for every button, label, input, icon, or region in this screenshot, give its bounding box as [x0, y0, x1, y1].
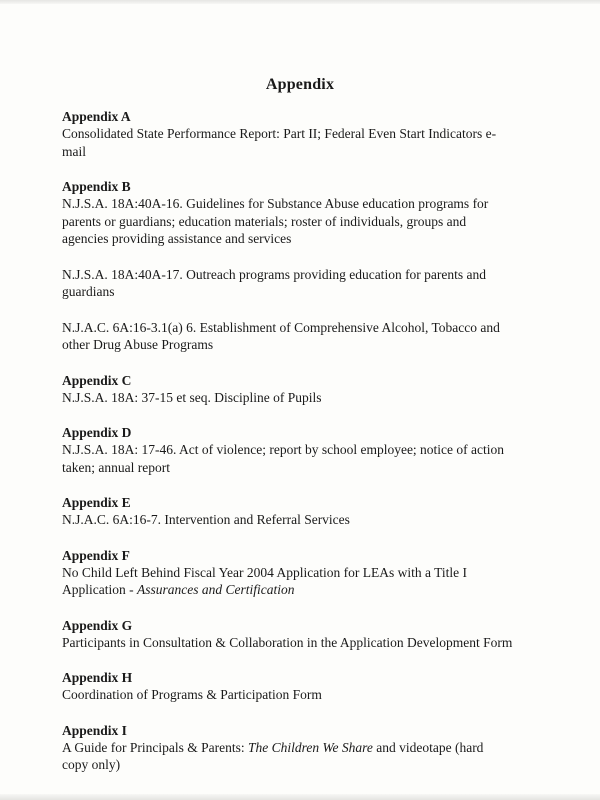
appendix-f-line	[62, 581, 542, 599]
scan-edge-bottom	[0, 794, 600, 800]
appendix-i-line: copy only)	[62, 757, 121, 772]
appendix-h-line: Coordination of Programs & Participation Form	[62, 687, 322, 702]
appendix-b-section	[62, 178, 542, 248]
appendix-c-heading: Appendix C	[62, 372, 132, 388]
appendix-i-line1-italic: The Children We Share	[247, 739, 373, 755]
appendix-i-line	[62, 739, 542, 757]
appendix-f-line2-italic: Assurances and Certification	[136, 582, 295, 597]
appendix-b-entry2-line: guardians	[62, 284, 115, 299]
appendix-b-entry1-line: N.J.S.A. 18A:40A-16. Guidelines for Substance Abuse education programs for	[62, 196, 489, 211]
appendix-a-line: Consolidated State Performance Report: Part II; Federal Even Start Indicators e-	[62, 126, 497, 141]
appendix-a-line: mail	[62, 143, 86, 159]
appendix-a-heading: Appendix A	[62, 109, 131, 124]
appendix-e-line: N.J.A.C. 6A:16-7. Intervention and Referral Services	[62, 512, 350, 527]
scan-edge-top	[0, 0, 600, 4]
appendix-c-section	[62, 372, 542, 407]
appendix-d-line: taken; annual report	[62, 459, 170, 475]
appendix-b-entry1-line: agencies providing assistance and services	[62, 231, 292, 246]
appendix-b-heading: Appendix B	[62, 179, 131, 194]
appendix-e-section	[62, 494, 542, 529]
appendix-h-section	[62, 669, 542, 704]
appendix-e-heading: Appendix E	[62, 495, 131, 510]
appendix-d-heading: Appendix D	[62, 425, 132, 440]
appendix-f-line2-prefix: Application -	[62, 582, 137, 597]
appendix-h-heading: Appendix H	[62, 670, 133, 685]
appendix-a-section	[62, 108, 542, 160]
appendix-b-entry2-line: N.J.S.A. 18A:40A-17. Outreach programs providing education for parents and	[62, 266, 487, 282]
appendix-g-section	[62, 617, 542, 652]
appendix-f-section	[62, 547, 542, 599]
appendix-i-section	[62, 722, 542, 774]
appendix-i-line1-prefix: A Guide for Principals & Parents:	[62, 739, 248, 755]
page-title: Appendix	[265, 76, 335, 93]
appendix-i-line1-suffix: and videotape (hard	[372, 739, 484, 755]
appendix-c-line: N.J.S.A. 18A: 37-15 et seq. Discipline of Pupils	[62, 389, 322, 405]
appendix-d-section	[62, 424, 542, 476]
appendix-b-entry3-line: other Drug Abuse Programs	[62, 337, 214, 352]
appendix-b-entry3-line: N.J.A.C. 6A:16-3.1(a) 6. Establishment of Comprehensive Alcohol, Tobacco and	[62, 319, 500, 335]
appendix-g-heading: Appendix G	[62, 617, 133, 633]
appendix-b-entry1-line: parents or guardians; education materials; roster of individuals, groups and	[62, 213, 467, 229]
appendix-list	[62, 108, 542, 792]
appendix-f-heading: Appendix F	[62, 547, 130, 563]
appendix-f-line: No Child Left Behind Fiscal Year 2004 Application for LEAs with a Title I	[62, 564, 467, 580]
appendix-b-entry3	[62, 319, 542, 354]
appendix-g-line: Participants in Consultation & Collaboration in the Application Development Form	[62, 634, 513, 650]
appendix-b-entry2	[62, 266, 542, 301]
appendix-d-line: N.J.S.A. 18A: 17-46. Act of violence; report by school employee; notice of action	[62, 442, 505, 457]
appendix-i-heading: Appendix I	[62, 722, 127, 738]
